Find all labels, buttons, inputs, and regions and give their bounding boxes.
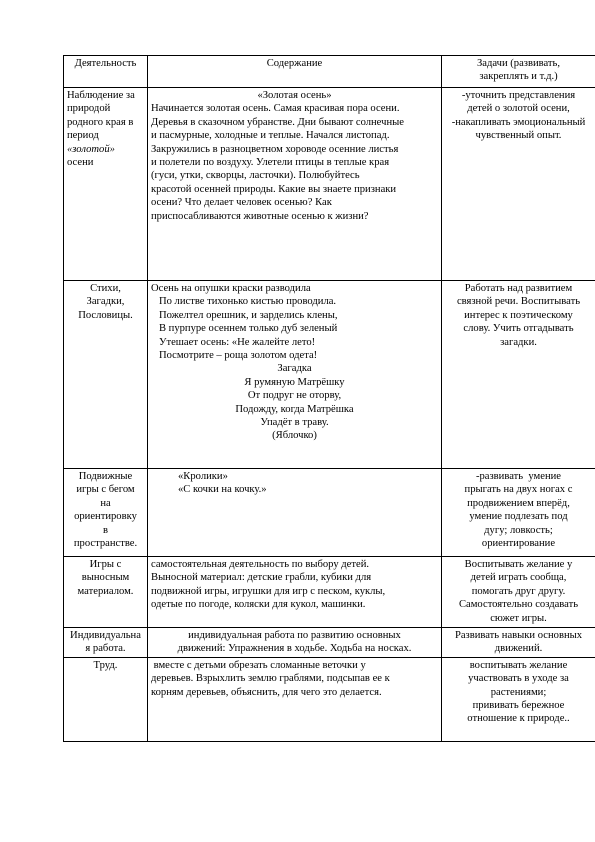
- table-row: [64, 281, 595, 469]
- activity-cell: Подвижные игры с бегом на ориентировку в пространстве.: [64, 469, 148, 557]
- tasks-cell: Работать над развитием связной речи. Воспитывать интерес к поэтическому слову. Учить отгадывать загадки.: [442, 281, 595, 469]
- header-tasks: Задачи (развивать, закреплять и т.д.): [442, 56, 595, 88]
- tasks-cell: Развивать навыки основных движений.: [442, 628, 595, 658]
- activity-cell: Наблюдение за природой родного края в период «золотой» осени: [64, 88, 148, 281]
- header-content: Содержание: [148, 56, 442, 88]
- table-row: [64, 657, 595, 741]
- activity-cell: Игры с выносным материалом.: [64, 557, 148, 628]
- table-row: [64, 88, 595, 281]
- table-row: [64, 628, 595, 658]
- table-row: [64, 469, 595, 557]
- content-cell: «Кролики» «С кочки на кочку.»: [148, 469, 442, 557]
- activity-cell: Стихи, Загадки, Пословицы.: [64, 281, 148, 469]
- activity-cell: Индивидуальна я работа.: [64, 628, 148, 658]
- header-row: [64, 56, 595, 88]
- content-cell: вместе с детьми обрезать сломанные веточки у деревьев. Взрыхлить землю граблями, подсыпав ее к корням деревьев, объяснить, для чего это делается.: [148, 657, 442, 741]
- tasks-cell: -развивать умение прыгать на двух ногах с продвижением вперёд, умение подлезать под дугу; ловкость; ориентирование: [442, 469, 595, 557]
- content-cell: индивидуальная работа по развитию основных движений: Упражнения в ходьбе. Ходьба на носках.: [148, 628, 442, 658]
- table-row: [64, 557, 595, 628]
- tasks-cell: Воспитывать желание у детей играть сообща, помогать друг другу. Самостоятельно создавать сюжет игры.: [442, 557, 595, 628]
- content-cell: Осень на опушки краски разводила По листве тихонько кистью проводила. Пожелтел орешник, и зарделись клены, В пурпуре осеннем только дуб зеленый Утешает осень: «Не жалейте лето! Посмотрите – роща золотом одета! Загадка Я румяную Матрёшку От подруг не оторву, Подожду, когда Матрёшка Упадёт в траву. (Яблочко): [148, 281, 442, 469]
- content-cell: самостоятельная деятельность по выбору детей. Выносной материал: детские грабли, кубики для подвижной игры, игрушки для игр с песком, куклы, одетые по погоде, коляски для кукол, машинки.: [148, 557, 442, 628]
- tasks-cell: -уточнить представления детей о золотой осени, -накапливать эмоциональный чувственный опыт.: [442, 88, 595, 281]
- tasks-cell: воспитывать желание участвовать в уходе за растениями; прививать бережное отношение к природе..: [442, 657, 595, 741]
- header-activity: Деятельность: [64, 56, 148, 88]
- content-cell: «Золотая осень» Начинается золотая осень. Самая красивая пора осени. Деревья в сказочном убранстве. Дни бывают солнечные и пасмурные, холодные и теплые. Начался листопад. Закружились в разноцветном хороводе осенние листья и полетели по воздуху. Улетели птицы в теплые края (гуси, утки, скворцы, ласточки). Полюбуйтесь красотой осенней природы. Какие вы знаете признаки осени? Что делает человек осенью? Как приспосабливаются животные осенью к жизни?: [148, 88, 442, 281]
- activity-plan-table: [63, 55, 595, 742]
- activity-cell: Труд.: [64, 657, 148, 741]
